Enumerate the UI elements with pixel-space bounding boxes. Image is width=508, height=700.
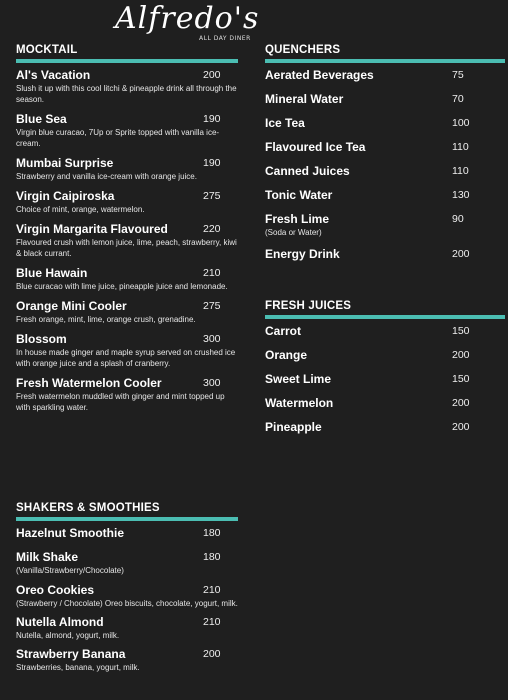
- menu-item-price: 190: [203, 157, 221, 169]
- menu-item-name: Sweet Lime: [265, 372, 332, 386]
- menu-item-name: Strawberry Banana: [16, 647, 126, 661]
- menu-item-name: Orange Mini Cooler: [16, 299, 127, 313]
- menu-item-price: 200: [203, 648, 221, 660]
- menu-item-price: 300: [203, 377, 221, 389]
- menu-item-price: 130: [452, 189, 470, 201]
- menu-item-description: In house made ginger and maple syrup served on crushed ice with orange juice and a splash of cranberry.: [16, 348, 236, 368]
- shakes-smoothies-section: [16, 502, 238, 679]
- section-title: SHAKERS & SMOOTHIES: [16, 502, 160, 514]
- menu-item-price: 200: [452, 349, 470, 361]
- menu-item-name: Blue Sea: [16, 112, 67, 126]
- menu-item-price: 190: [203, 113, 221, 125]
- menu-item-price: 300: [203, 333, 221, 345]
- section-divider: [16, 517, 238, 521]
- menu-item: [265, 348, 505, 363]
- menu-item-price: 100: [452, 117, 470, 129]
- menu-item-description: Strawberry and vanilla ice-cream with orange juice.: [16, 172, 197, 181]
- menu-item-description: Blue curacao with lime juice, pineapple juice and lemonade.: [16, 282, 228, 291]
- menu-item: [265, 324, 505, 339]
- menu-item-price: 150: [452, 373, 470, 385]
- menu-item: [16, 112, 238, 149]
- menu-item: [265, 68, 505, 83]
- menu-item-price: 200: [203, 69, 221, 81]
- fresh-juices-section: [265, 300, 505, 444]
- menu-item-name: Al's Vacation: [16, 68, 91, 82]
- menu-item-name: Virgin Caipiroska: [16, 189, 115, 203]
- menu-item-price: 210: [203, 267, 221, 279]
- menu-item: [16, 156, 238, 182]
- menu-item: [265, 372, 505, 387]
- menu-item-name: Ice Tea: [265, 116, 305, 130]
- menu-item-price: 90: [452, 213, 464, 225]
- menu-item-price: 275: [203, 300, 221, 312]
- brand-tagline: ALL DAY DINER: [199, 35, 251, 42]
- menu-item: [265, 164, 505, 179]
- menu-item: [16, 266, 238, 292]
- menu-item-price: 210: [203, 616, 221, 628]
- menu-item-price: 180: [203, 551, 221, 563]
- menu-item-name: Fresh Lime: [265, 212, 330, 226]
- menu-item-description: Virgin blue curacao, 7Up or Sprite topped with vanilla ice-cream.: [16, 128, 220, 148]
- menu-item-description: Choice of mint, orange, watermelon.: [16, 205, 145, 214]
- menu-item: [265, 247, 505, 262]
- menu-item-name: Pineapple: [265, 420, 322, 434]
- section-divider: [265, 59, 505, 63]
- menu-item: [16, 376, 238, 413]
- menu-item-name: Hazelnut Smoothie: [16, 526, 125, 540]
- menu-item-name: Blue Hawain: [16, 266, 88, 280]
- menu-item-name: Energy Drink: [265, 247, 340, 261]
- menu-item-name: Carrot: [265, 324, 302, 338]
- menu-item-price: 210: [203, 584, 221, 596]
- section-divider: [16, 59, 238, 63]
- menu-item: [16, 299, 238, 325]
- menu-item-price: 110: [452, 165, 469, 177]
- menu-item-price: 110: [452, 141, 469, 153]
- menu-item: [16, 550, 238, 576]
- menu-item: [16, 526, 238, 541]
- section-divider: [265, 315, 505, 319]
- section-title: MOCKTAIL: [16, 44, 78, 56]
- menu-item-name: Watermelon: [265, 396, 334, 410]
- menu-item: [16, 68, 238, 105]
- menu-item-name: Virgin Margarita Flavoured: [16, 222, 168, 236]
- quenchers-section: [265, 44, 505, 271]
- menu-item-price: 200: [452, 421, 470, 433]
- menu-item-price: 220: [203, 223, 221, 235]
- menu-item-price: 275: [203, 190, 221, 202]
- menu-item-description: Slush it up with this cool litchi & pineapple drink all through the season.: [16, 84, 237, 104]
- menu-item-price: 150: [452, 325, 470, 337]
- menu-item: [265, 396, 505, 411]
- mocktail-section: [16, 44, 238, 420]
- menu-item-description: Strawberries, banana, yogurt, milk.: [16, 663, 140, 672]
- menu-item: [265, 212, 505, 238]
- menu-item-name: Mineral Water: [265, 92, 344, 106]
- menu-item-price: 75: [452, 69, 464, 81]
- menu-item-price: 200: [452, 248, 470, 260]
- menu-item: [16, 647, 238, 673]
- menu-item-price: 200: [452, 397, 470, 409]
- menu-item-name: Aerated Beverages: [265, 68, 374, 82]
- menu-item-description: (Vanilla/Strawberry/Chocolate): [16, 566, 124, 575]
- menu-item-name: Tonic Water: [265, 188, 333, 202]
- menu-item-name: Nutella Almond: [16, 615, 104, 629]
- menu-item-description: Flavoured crush with lemon juice, lime, peach, strawberry, kiwi & black currant.: [16, 238, 237, 258]
- menu-item: [16, 189, 238, 215]
- menu-item-name: Fresh Watermelon Cooler: [16, 376, 162, 390]
- menu-item: [16, 222, 238, 259]
- menu-item: [265, 116, 505, 131]
- menu-item-name: Milk Shake: [16, 550, 79, 564]
- menu-item-name: Orange: [265, 348, 308, 362]
- menu-item: [265, 92, 505, 107]
- brand-name: Alfredo's: [115, 1, 260, 36]
- menu-item: [16, 583, 238, 609]
- section-title: QUENCHERS: [265, 44, 341, 56]
- menu-item-description: Nutella, almond, yogurt, milk.: [16, 631, 120, 640]
- menu-item-name: Mumbai Surprise: [16, 156, 114, 170]
- menu-item: [265, 188, 505, 203]
- menu-item-description: Fresh orange, mint, lime, orange crush, grenadine.: [16, 315, 196, 324]
- menu-item-description: (Soda or Water): [265, 228, 322, 237]
- menu-item-name: Oreo Cookies: [16, 583, 95, 597]
- menu-item-description: (Strawberry / Chocolate) Oreo biscuits, chocolate, yogurt, milk.: [16, 599, 238, 608]
- menu-item-description: Fresh watermelon muddled with ginger and mint topped up with sparkling water.: [16, 392, 225, 412]
- menu-item-name: Blossom: [16, 332, 67, 346]
- menu-item-name: Canned Juices: [265, 164, 350, 178]
- menu-item-price: 70: [452, 93, 464, 105]
- menu-item: [16, 332, 238, 369]
- menu-item-price: 180: [203, 527, 221, 539]
- menu-item: [16, 615, 238, 641]
- menu-item-name: Flavoured Ice Tea: [265, 140, 366, 154]
- menu-item: [265, 420, 505, 435]
- menu-item: [265, 140, 505, 155]
- section-title: FRESH JUICES: [265, 300, 352, 312]
